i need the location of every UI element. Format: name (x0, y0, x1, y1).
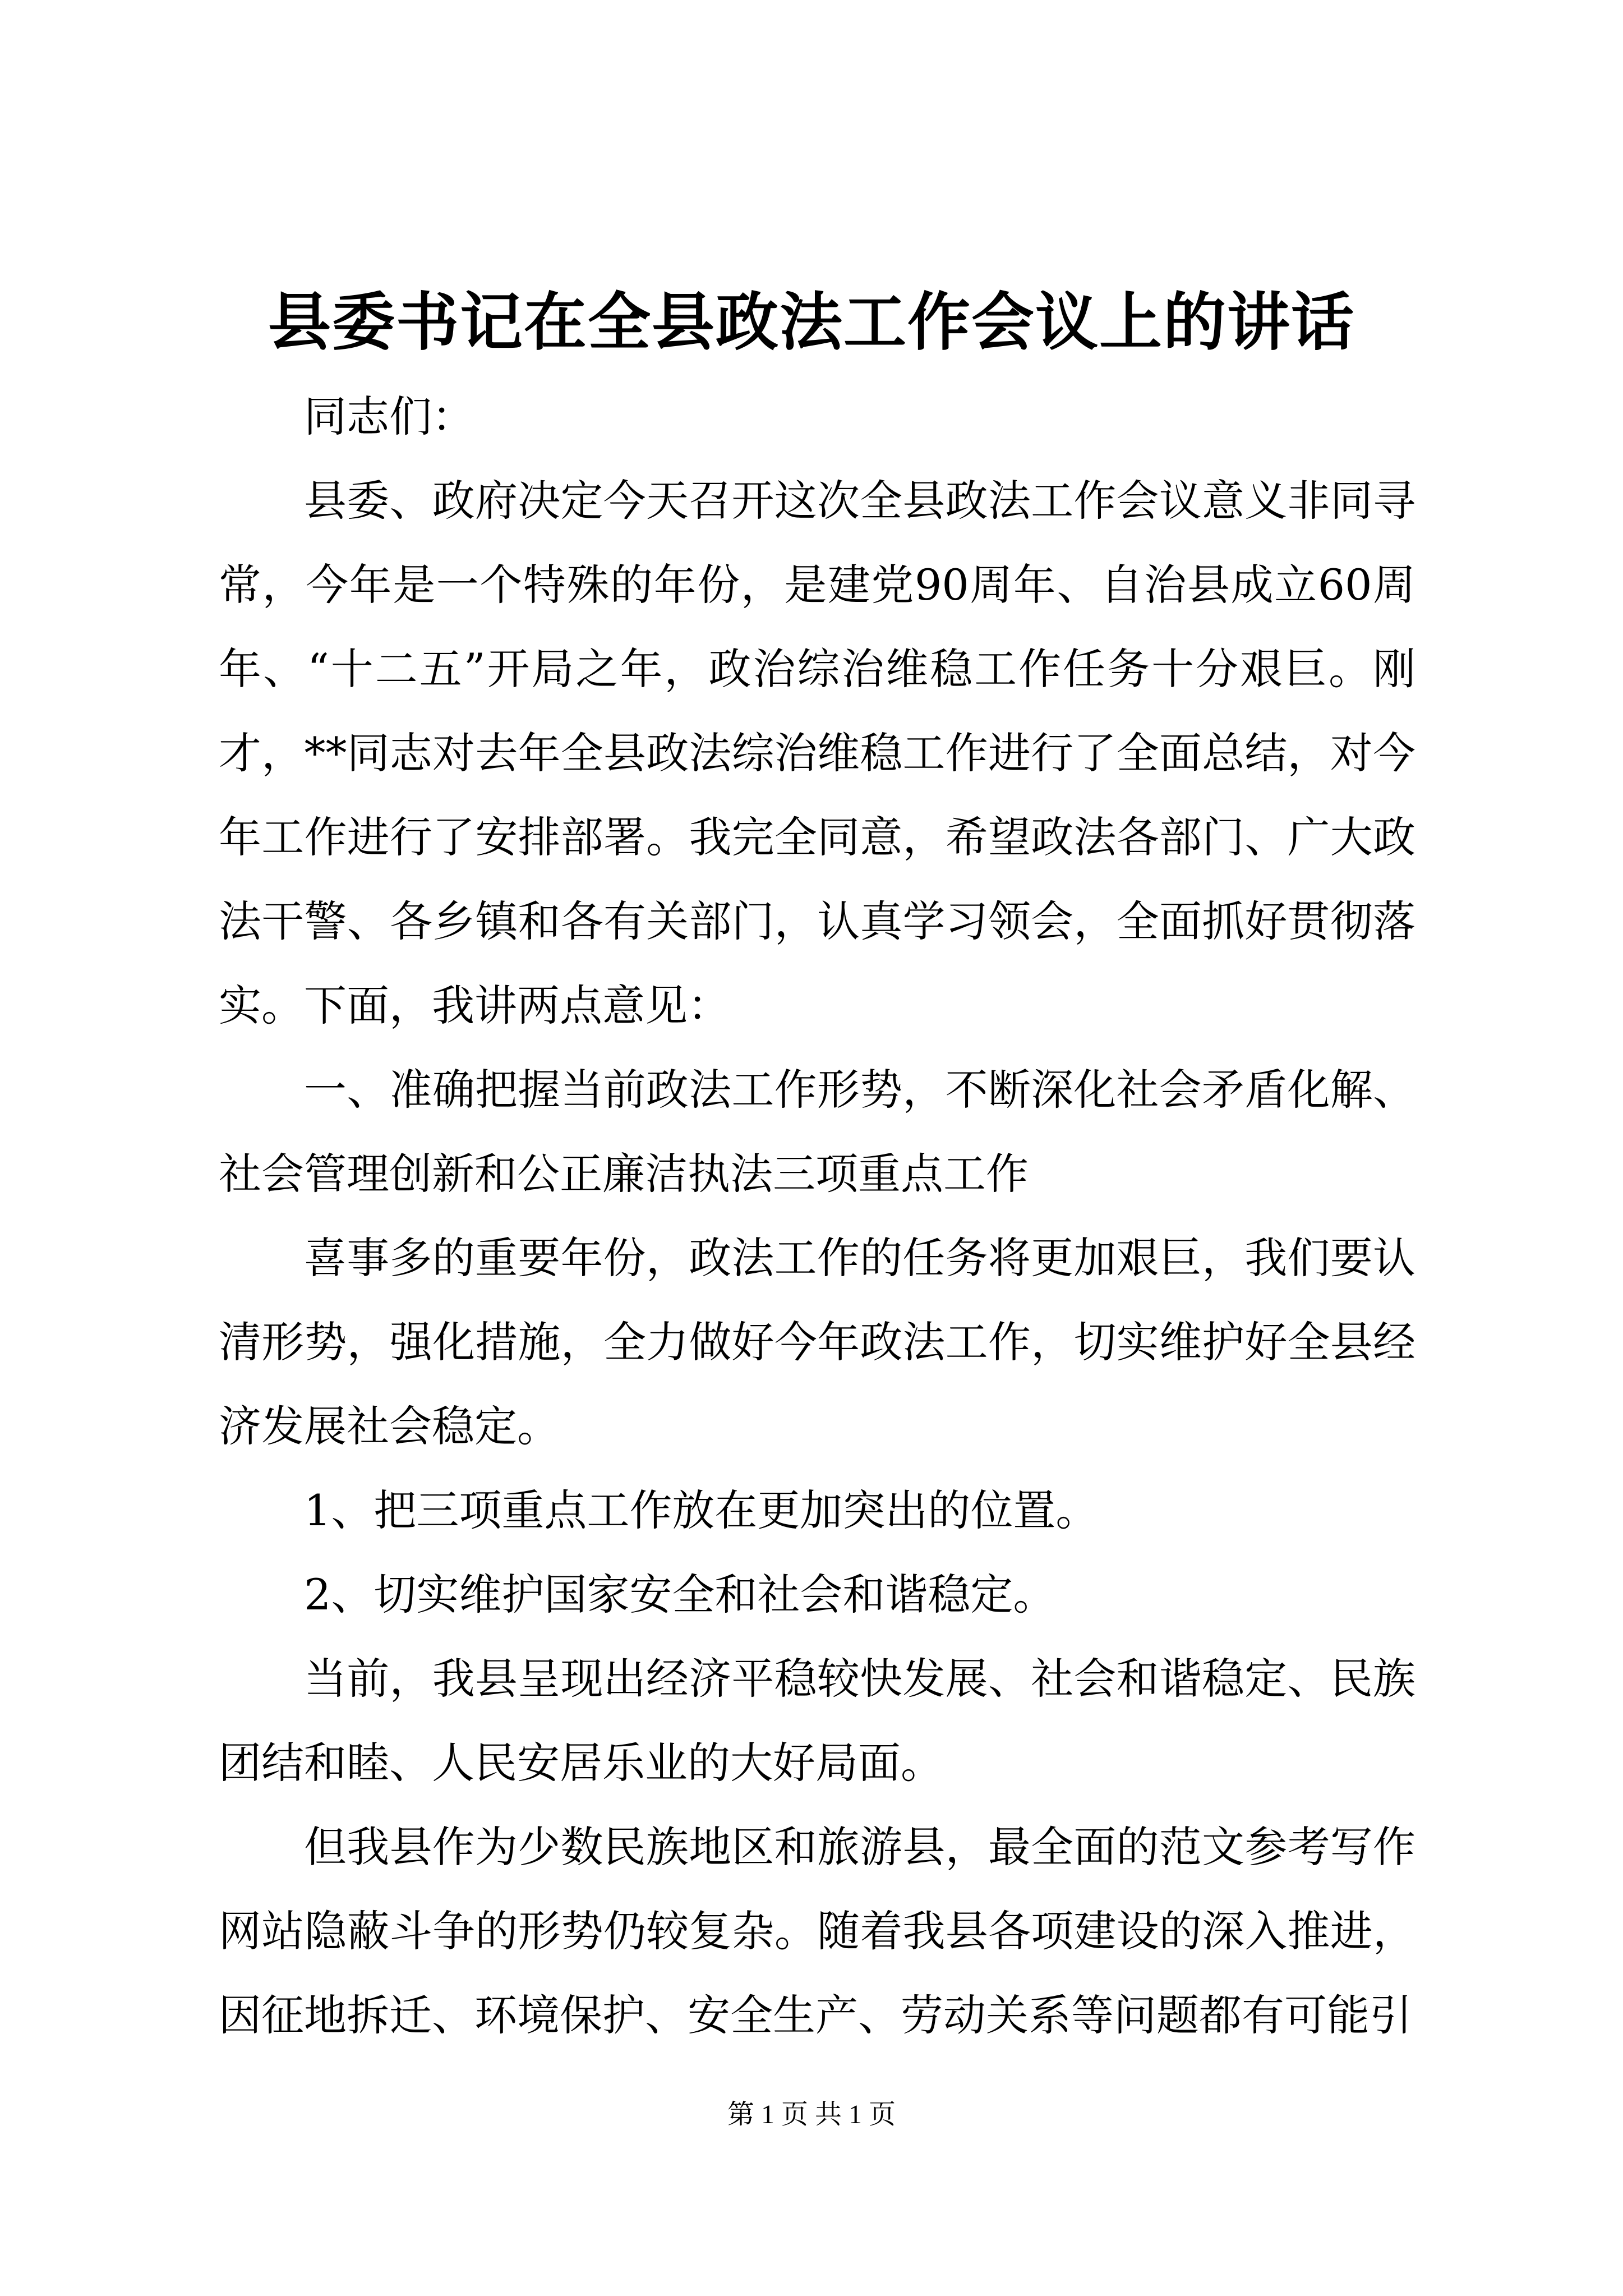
paragraph-current-status: 当前，我县呈现出经济平稳较快发展、社会和谐稳定、民族团结和睦、人民安居乐业的大好局面。 (219, 1654, 1415, 1788)
paragraph-section-heading: 一、准确把握当前政法工作形势，不断深化社会矛盾化解、社会管理创新和公正廉洁执法三项重点工作 (219, 1065, 1415, 1199)
paragraph-point-2: 2、切实维护国家安全和社会和谐稳定。 (304, 1570, 1056, 1619)
document-title: 县委书记在全县政法工作会议上的讲话 (268, 286, 1355, 359)
paragraph-situation: 喜事多的重要年份，政法工作的任务将更加艰巨，我们要认清形势，强化措施，全力做好今年政法工作，切实维护好全县经济发展社会稳定。 (219, 1233, 1415, 1451)
paragraph-challenges: 但我县作为少数民族地区和旅游县，最全面的范文参考写作网站隐蔽斗争的形势仍较复杂。随着我县各项建设的深入推进，因征地拆迁、环境保护、安全生产、劳动关系等问题都有可能引 (219, 1822, 1415, 2040)
page-footer: 第 1 页 共 1 页 (727, 2100, 896, 2129)
document-body (219, 375, 1415, 2058)
paragraph-point-1: 1、把三项重点工作放在更加突出的位置。 (304, 1485, 1099, 1535)
paragraph-salutation: 同志们： (304, 392, 474, 441)
paragraph-intro: 县委、政府决定今天召开这次全县政法工作会议意义非同寻常，今年是一个特殊的年份，是建党90周年、自治县成立60周年、“十二五”开局之年，政治综治维稳工作任务十分艰巨。刚才，**同志对去年全县政法综治维稳工作进行了全面总结，对今年工作进行了安排部署。我完全同意，希望政法各部门、广大政法干警、各乡镇和各有关部门，认真学习领会，全面抓好贯彻落实。下面，我讲两点意见： (219, 476, 1415, 1030)
